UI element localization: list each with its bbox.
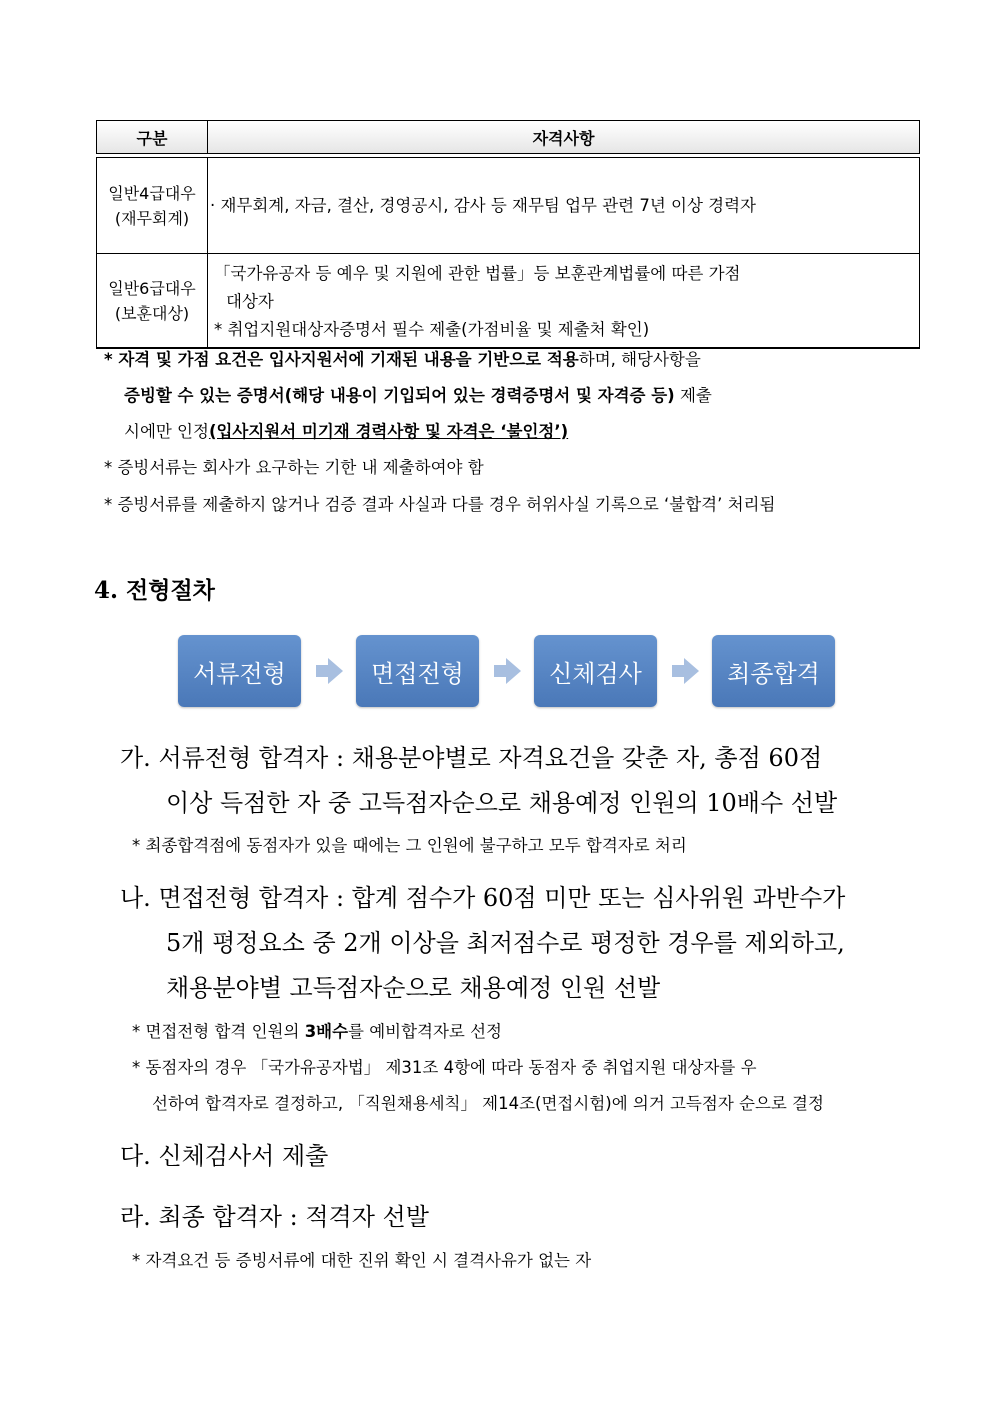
note-text: 선하여 합격자로 결정하고, 「직원채용세칙」 제14조(면접시험)에 의거 고득점자 순으로 결정 [152,1094,824,1113]
item-text: 채용분야별 고득점자순으로 채용예정 인원 선발 [166,974,661,1002]
row-content [208,254,919,347]
section-title: 4. 전형절차 [94,577,215,604]
note-text: 제출 [674,386,712,405]
item-na [120,876,845,1011]
note-false-record: * 증빙서류를 제출하지 않거나 검증 결과 사실과 다를 경우 허위사실 기록으로 ‘불합격’ 처리됨 [104,495,776,514]
flow-step-interview: 면접전형 [356,635,479,707]
table-header [96,120,920,154]
item-na-note2 [132,1050,824,1122]
row-category [97,158,208,253]
content-text: · 재무회계, 자금, 결산, 경영공시, 감사 등 재무팀 업무 관련 7년 이상 경력자 [210,195,756,215]
table-row [97,253,919,347]
note-bold: 3배수 [304,1022,349,1041]
item-ga [120,736,837,826]
content-text: 대상자 [226,292,274,311]
item-ra: 라. 최종 합격자 : 적격자 선발 [120,1203,429,1231]
item-ra-note: * 자격요건 등 증빙서류에 대한 진위 확인 시 결격사유가 없는 자 [132,1251,592,1270]
item-text: 가. 서류전형 합격자 : 채용분야별로 자격요건을 갖춘 자, 총점 60점 [120,744,823,772]
note-bold: * 자격 및 가점 요건은 입사지원서에 기재된 내용을 기반으로 적용 [104,350,579,369]
note-text: 하며, 해당사항을 [578,350,701,369]
category-field: (재무회계) [114,208,190,228]
note-text: * 면접전형 합격 인원의 [132,1022,305,1041]
category-field: (보훈대상) [114,303,190,323]
qualification-table [96,120,920,349]
note-bold-underline: (입사지원서 미기재 경력사항 및 자격은 ‘불인정’) [208,422,569,441]
table-body [96,157,920,349]
flow-step-final: 최종합격 [712,635,835,707]
item-na-note1 [132,1014,502,1050]
category-grade: 일반6급대우 [108,278,196,298]
item-text: 나. 면접전형 합격자 : 합계 점수가 60점 미만 또는 심사위원 과반수가 [120,884,846,912]
flow-step-physical: 신체검사 [534,635,657,707]
item-ga-note: * 최종합격점에 동점자가 있을 때에는 그 인원에 불구하고 모두 합격자로 처리 [132,836,687,855]
flow-step-document: 서류전형 [178,635,301,707]
item-text: 5개 평정요소 중 2개 이상을 최저점수로 평정한 경우를 제외하고, [166,929,845,957]
category-grade: 일반4급대우 [108,183,196,203]
header-category: 구분 [97,121,208,153]
note-text: * 동점자의 경우 「국가유공자법」 제31조 4항에 따라 동점자 중 취업지원 대상자를 우 [132,1058,757,1077]
header-qualification: 자격사항 [532,128,595,148]
note-qualification-basis [104,342,712,450]
note-text: 시에만 인정 [124,422,209,441]
content-text: 「국가유공자 등 예우 및 지원에 관한 법률」등 보훈관계법률에 따른 가점 [214,264,741,283]
item-text: 이상 득점한 자 중 고득점자순으로 채용예정 인원의 10배수 선발 [166,789,838,817]
row-content [208,158,919,253]
table-row [97,158,919,253]
content-note: * 취업지원대상자증명서 필수 제출(가점비율 및 제출처 확인) [214,320,650,339]
note-text: 를 예비합격자로 선정 [348,1022,502,1041]
row-category [97,254,208,347]
note-bold: 증빙할 수 있는 증명서(해당 내용이 기입되어 있는 경력증명서 및 자격증 등) [124,386,675,405]
note-deadline: * 증빙서류는 회사가 요구하는 기한 내 제출하여야 함 [104,458,484,477]
item-da: 다. 신체검사서 제출 [120,1142,329,1170]
